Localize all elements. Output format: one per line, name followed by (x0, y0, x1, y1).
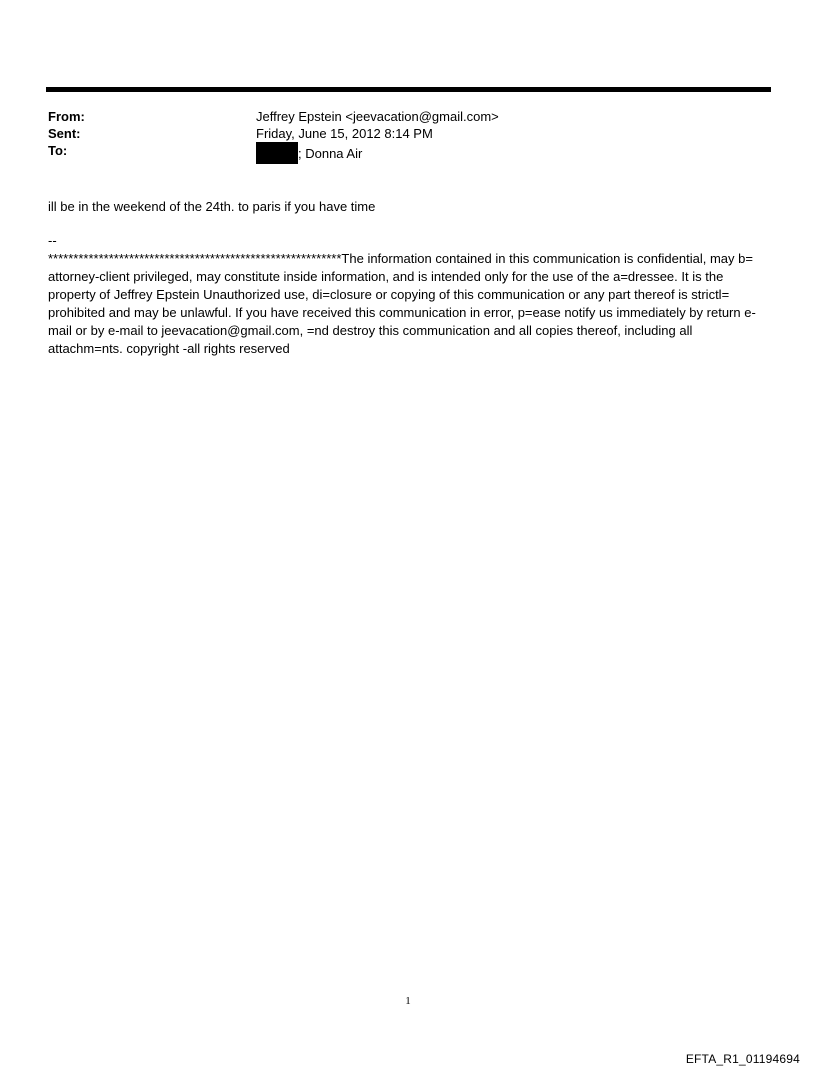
email-header (48, 108, 768, 159)
confidentiality-disclaimer: **********************************************************The information contained in this communication is confidential, may b= attorney-client privileged, may constitute inside information, and is intended only for the use of the a=dressee. It is the property of Jeffrey Epstein Unauthorized use, di=closure or copying of this communication or any part thereof is strictl= prohibited and may be unlawful. If you have received this communication in error, p=ease notify us immediately by return e-mail or by e-mail to jeevacation@gmail.com, =nd destroy this communication and all copies thereof, including all attachm=nts. copyright -all rights reserved (48, 251, 756, 356)
to-value-wrapper (256, 142, 362, 164)
bates-number: EFTA_R1_01194694 (685, 1052, 800, 1066)
from-value: Jeffrey Epstein <jeevacation@gmail.com> (256, 109, 499, 124)
to-row (48, 142, 768, 159)
sent-value: Friday, June 15, 2012 8:14 PM (256, 126, 433, 141)
header-divider (46, 87, 771, 92)
message-text: ill be in the weekend of the 24th. to paris if you have time (48, 199, 376, 214)
email-body (48, 198, 764, 358)
sent-label: Sent: (48, 126, 81, 141)
sent-row (48, 125, 768, 142)
to-label: To: (48, 143, 68, 158)
signature-separator: -- (48, 233, 57, 248)
redaction-box (256, 142, 298, 164)
to-value: ; Donna Air (298, 146, 363, 161)
from-label: From: (48, 109, 85, 124)
from-row (48, 108, 768, 125)
page-number: 1 (405, 995, 411, 1007)
